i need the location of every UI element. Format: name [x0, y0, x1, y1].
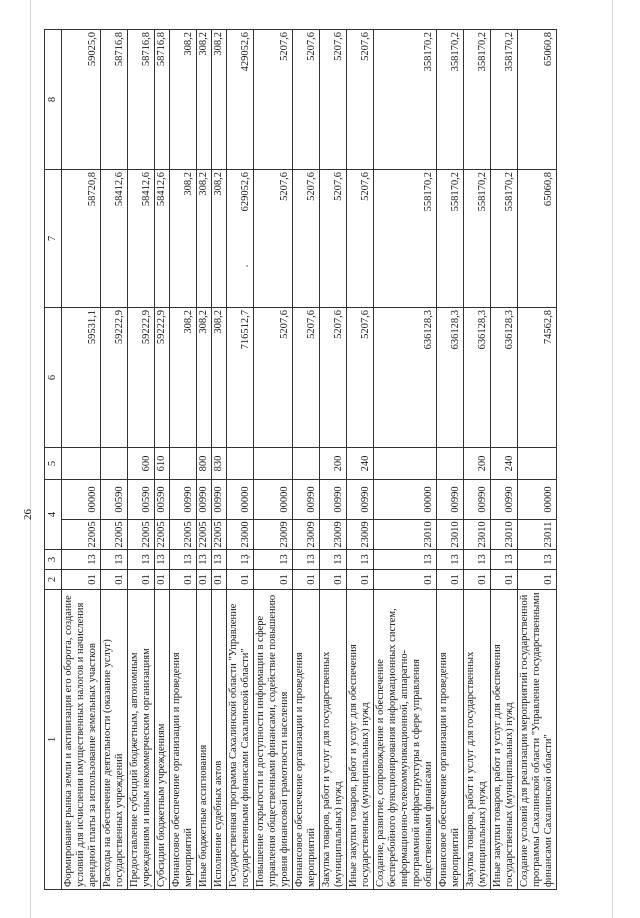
program-code-cell: 23010 — [464, 520, 491, 550]
page-number: 26 — [22, 509, 34, 520]
scan-edge-line — [30, 0, 31, 918]
subsection-code-cell: 13 — [254, 550, 293, 570]
amount-col6-cell: 5207,6 — [293, 308, 320, 448]
amount-col6-cell: 74562,8 — [518, 308, 557, 448]
table-row — [347, 30, 374, 890]
program-code-cell: 23009 — [320, 520, 347, 550]
amount-col8-cell: 5207,6 — [293, 30, 320, 170]
row-name-cell: Исполнение судебных актов — [212, 590, 227, 890]
row-name-cell: Иные бюджетные ассигнования — [197, 590, 212, 890]
amount-col7-cell: 58720,8 — [62, 170, 101, 308]
header-col-4: 4 — [45, 480, 62, 550]
subsection-code-cell: 13 — [464, 550, 491, 570]
expense-code-cell: 00590 — [128, 480, 155, 520]
table-row — [62, 30, 101, 890]
amount-col6-cell: 59222,9 — [155, 308, 170, 448]
section-code-cell: 01 — [518, 570, 557, 590]
expense-code-cell: 00990 — [491, 480, 518, 520]
amount-col8-cell: 358170,2 — [437, 30, 464, 170]
section-code-cell: 01 — [464, 570, 491, 590]
type-code-cell: 240 — [491, 448, 518, 480]
subsection-code-cell: 13 — [437, 550, 464, 570]
subsection-code-cell: 13 — [155, 550, 170, 570]
row-name-cell: Финансовое обеспечение организации и проведения мероприятий — [293, 590, 320, 890]
subsection-code-cell: 13 — [320, 550, 347, 570]
subsection-code-cell: 13 — [518, 550, 557, 570]
table-row — [170, 30, 197, 890]
type-code-cell — [293, 448, 320, 480]
amount-col7-cell: 629052,6 — [227, 170, 254, 308]
program-code-cell: 23010 — [491, 520, 518, 550]
table-row — [212, 30, 227, 890]
amount-col7-cell: 58412,6 — [128, 170, 155, 308]
budget-table — [44, 29, 557, 890]
table-row — [101, 30, 128, 890]
amount-col8-cell: 358170,2 — [464, 30, 491, 170]
program-code-cell: 22005 — [197, 520, 212, 550]
section-code-cell: 01 — [437, 570, 464, 590]
header-col-8: 8 — [45, 30, 62, 170]
type-code-cell — [62, 448, 101, 480]
amount-col7-cell: 5207,6 — [254, 170, 293, 308]
amount-col7-cell: 5207,6 — [320, 170, 347, 308]
amount-col8-cell: 308,2 — [212, 30, 227, 170]
table-row — [518, 30, 557, 890]
expense-code-cell: 00590 — [101, 480, 128, 520]
expense-code-cell: 00990 — [437, 480, 464, 520]
amount-col7-cell: 558170,2 — [437, 170, 464, 308]
amount-col7-cell: 65060,8 — [518, 170, 557, 308]
section-code-cell: 01 — [197, 570, 212, 590]
row-name-cell: Иные закупки товаров, работ и услуг для обеспечения государственных (муниципальных) нужд — [347, 590, 374, 890]
amount-col7-cell: 558170,2 — [491, 170, 518, 308]
amount-col7-cell: 308,2 — [197, 170, 212, 308]
expense-code-cell: 00990 — [212, 480, 227, 520]
amount-col7-cell: 58412,6 — [155, 170, 170, 308]
expense-code-cell: 00990 — [347, 480, 374, 520]
amount-col8-cell: 308,2 — [170, 30, 197, 170]
expense-code-cell: 00000 — [518, 480, 557, 520]
row-name-cell: Предоставление субсидий бюджетным, автономным учреждениям и иным некоммерческим организациям — [128, 590, 155, 890]
table-row — [128, 30, 155, 890]
subsection-code-cell: 13 — [491, 550, 518, 570]
type-code-cell — [227, 448, 254, 480]
scan-edge-line — [612, 0, 613, 918]
expense-code-cell: 00990 — [464, 480, 491, 520]
row-name-cell: Закупка товаров, работ и услуг для государственных (муниципальных) нужд — [464, 590, 491, 890]
subsection-code-cell: 13 — [62, 550, 101, 570]
type-code-cell: 830 — [212, 448, 227, 480]
row-name-cell: Иные закупки товаров, работ и услуг для обеспечения государственных (муниципальных) нужд — [491, 590, 518, 890]
amount-col6-cell: 636128,3 — [491, 308, 518, 448]
header-col-6: 6 — [45, 308, 62, 448]
expense-code-cell: 00000 — [227, 480, 254, 520]
type-code-cell: 200 — [320, 448, 347, 480]
program-code-cell: 23009 — [347, 520, 374, 550]
table-row — [197, 30, 212, 890]
program-code-cell: 23000 — [227, 520, 254, 550]
program-code-cell: 22005 — [170, 520, 197, 550]
type-code-cell — [101, 448, 128, 480]
amount-col8-cell: 358170,2 — [374, 30, 437, 170]
subsection-code-cell: 13 — [170, 550, 197, 570]
amount-col6-cell: 5207,6 — [347, 308, 374, 448]
expense-code-cell: 00990 — [293, 480, 320, 520]
program-code-cell: 22005 — [128, 520, 155, 550]
row-name-cell: Создание условий для реализации мероприятий государственной программы Сахалинской области "Управление государственными финансами Сахалинской области" — [518, 590, 557, 890]
row-name-cell: Субсидии бюджетным учреждениям — [155, 590, 170, 890]
amount-col7-cell: 5207,6 — [293, 170, 320, 308]
section-code-cell: 01 — [347, 570, 374, 590]
amount-col8-cell: 65060,8 — [518, 30, 557, 170]
section-code-cell: 01 — [128, 570, 155, 590]
table-row — [293, 30, 320, 890]
program-code-cell: 23009 — [293, 520, 320, 550]
type-code-cell — [254, 448, 293, 480]
row-name-cell: Формирование рынка земли и активизация его оборота, создание условий для исчисления имущественных налогов и начисления арендной платы за использование земельных участков — [62, 590, 101, 890]
amount-col6-cell: 59222,9 — [128, 308, 155, 448]
amount-col6-cell: 636128,3 — [374, 308, 437, 448]
expense-code-cell: 00990 — [320, 480, 347, 520]
type-code-cell: 200 — [464, 448, 491, 480]
expense-code-cell: 00990 — [197, 480, 212, 520]
section-code-cell: 01 — [155, 570, 170, 590]
expense-code-cell: 00000 — [254, 480, 293, 520]
program-code-cell: 22005 — [101, 520, 128, 550]
section-code-cell: 01 — [374, 570, 437, 590]
amount-col8-cell: 58716,8 — [155, 30, 170, 170]
row-name-cell: Повышение открытости и доступности информации в сфере управления общественными финансами, содействие повышению уровня финансовой грамотности населения — [254, 590, 293, 890]
header-col-2: 2 — [45, 570, 62, 590]
section-code-cell: 01 — [101, 570, 128, 590]
amount-col7-cell: 308,2 — [212, 170, 227, 308]
program-code-cell: 23011 — [518, 520, 557, 550]
row-name-cell: Государственная программа Сахалинской области "Управление государственными финансами Сахалинской области" — [227, 590, 254, 890]
section-code-cell: 01 — [491, 570, 518, 590]
row-name-cell: Закупка товаров, работ и услуг для государственных (муниципальных) нужд — [320, 590, 347, 890]
amount-col6-cell: 636128,3 — [437, 308, 464, 448]
amount-col7-cell: 58412,6 — [101, 170, 128, 308]
amount-col7-cell: 308,2 — [170, 170, 197, 308]
section-code-cell: 01 — [170, 570, 197, 590]
type-code-cell: 800 — [197, 448, 212, 480]
amount-col7-cell: 558170,2 — [464, 170, 491, 308]
program-code-cell: 22005 — [155, 520, 170, 550]
section-code-cell: 01 — [293, 570, 320, 590]
amount-col6-cell: 59222,9 — [101, 308, 128, 448]
type-code-cell: 240 — [347, 448, 374, 480]
amount-col8-cell: 58716,8 — [128, 30, 155, 170]
table-row — [155, 30, 170, 890]
amount-col8-cell: 59025,0 — [62, 30, 101, 170]
amount-col6-cell: 636128,3 — [464, 308, 491, 448]
amount-col6-cell: 308,2 — [170, 308, 197, 448]
program-code-cell: 22005 — [62, 520, 101, 550]
subsection-code-cell: 13 — [347, 550, 374, 570]
section-code-cell: 01 — [62, 570, 101, 590]
section-code-cell: 01 — [254, 570, 293, 590]
amount-col6-cell: 308,2 — [197, 308, 212, 448]
amount-col7-cell: 558170,2 — [374, 170, 437, 308]
subsection-code-cell: 13 — [101, 550, 128, 570]
table-row — [374, 30, 437, 890]
type-code-cell: 600 — [128, 448, 155, 480]
type-code-cell — [170, 448, 197, 480]
rotated-table-page — [44, 30, 604, 890]
subsection-code-cell: 13 — [197, 550, 212, 570]
amount-col8-cell: 5207,6 — [254, 30, 293, 170]
header-col-5: 5 — [45, 448, 62, 480]
type-code-cell: 610 — [155, 448, 170, 480]
subsection-code-cell: 13 — [293, 550, 320, 570]
section-code-cell: 01 — [227, 570, 254, 590]
amount-col8-cell: 5207,6 — [320, 30, 347, 170]
row-name-cell: Финансовое обеспечение организации и проведения мероприятий — [437, 590, 464, 890]
program-code-cell: 22005 — [212, 520, 227, 550]
type-code-cell — [518, 448, 557, 480]
table-row — [254, 30, 293, 890]
amount-col8-cell: 308,2 — [197, 30, 212, 170]
table-row — [320, 30, 347, 890]
row-name-cell: Расходы на обеспечение деятельности (оказание услуг) государственных учреждений — [101, 590, 128, 890]
amount-col8-cell: 5207,6 — [347, 30, 374, 170]
amount-col8-cell: 58716,8 — [101, 30, 128, 170]
table-row — [437, 30, 464, 890]
program-code-cell: 23009 — [254, 520, 293, 550]
header-row — [45, 30, 62, 890]
header-col-7: 7 — [45, 170, 62, 308]
row-name-cell: Финансовое обеспечение организации и проведения мероприятий — [170, 590, 197, 890]
amount-col6-cell: 716512,7 — [227, 308, 254, 448]
subsection-code-cell: 13 — [227, 550, 254, 570]
amount-col6-cell: 59531,1 — [62, 308, 101, 448]
amount-col7-cell: 5207,6 — [347, 170, 374, 308]
subsection-code-cell: 13 — [374, 550, 437, 570]
type-code-cell — [437, 448, 464, 480]
table-row — [227, 30, 254, 890]
header-col-3: 3 — [45, 550, 62, 570]
expense-code-cell: 00590 — [155, 480, 170, 520]
amount-col8-cell: 429052,6 — [227, 30, 254, 170]
expense-code-cell: 00000 — [374, 480, 437, 520]
amount-col6-cell: 5207,6 — [254, 308, 293, 448]
subsection-code-cell: 13 — [212, 550, 227, 570]
row-name-cell: Создание, развитие, сопровождение и обеспечение бесперебойного функционирования информационных систем, информационно-телекоммуникационной, аппаратно-программной инфраструктуры в сфере управления общественными финансами — [374, 590, 437, 890]
program-code-cell: 23010 — [437, 520, 464, 550]
amount-col6-cell: 5207,6 — [320, 308, 347, 448]
amount-col6-cell: 308,2 — [212, 308, 227, 448]
header-col-1: 1 — [45, 590, 62, 890]
table-row — [464, 30, 491, 890]
subsection-code-cell: 13 — [128, 550, 155, 570]
expense-code-cell: 00000 — [62, 480, 101, 520]
expense-code-cell: 00990 — [170, 480, 197, 520]
amount-col8-cell: 358170,2 — [491, 30, 518, 170]
table-row — [491, 30, 518, 890]
type-code-cell — [374, 448, 437, 480]
section-code-cell: 01 — [320, 570, 347, 590]
program-code-cell: 23010 — [374, 520, 437, 550]
section-code-cell: 01 — [212, 570, 227, 590]
